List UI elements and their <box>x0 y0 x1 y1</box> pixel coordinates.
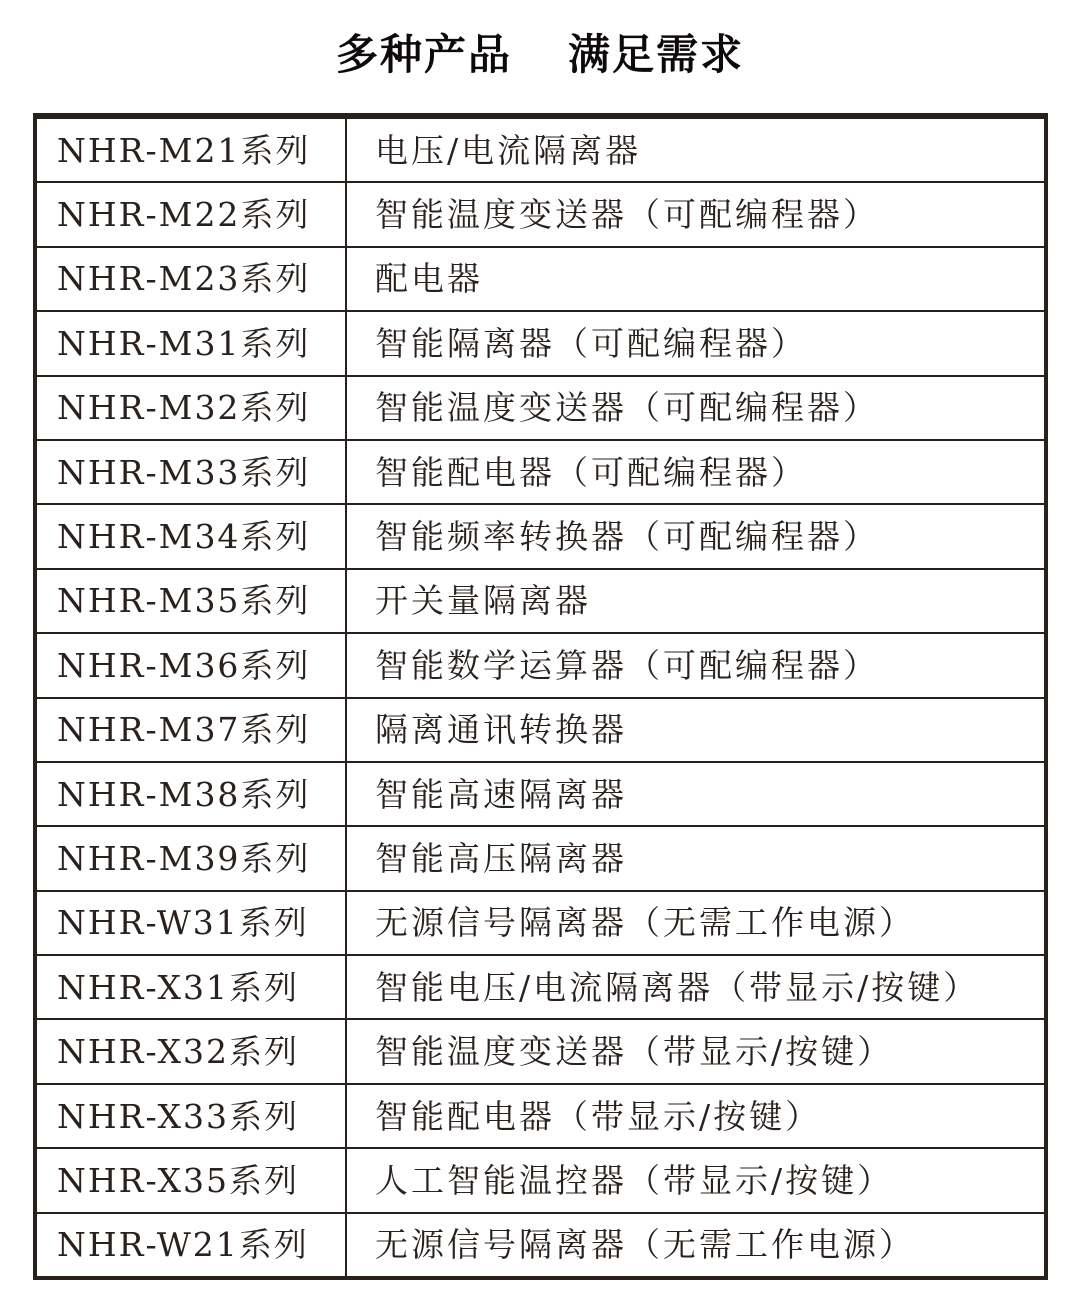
table-row <box>37 761 1044 825</box>
series-model-cell: NHR-W31系列 <box>37 892 347 954</box>
series-description-cell: 无源信号隔离器（无需工作电源） <box>375 1225 915 1265</box>
series-model-cell: NHR-M37系列 <box>37 699 347 761</box>
series-model-cell: NHR-M32系列 <box>37 377 347 439</box>
table-row <box>37 1212 1044 1276</box>
series-description-cell: 智能电压/电流隔离器（带显示/按键） <box>375 967 980 1007</box>
series-description-cell: 无源信号隔离器（无需工作电源） <box>375 903 915 943</box>
page-title-part2: 满足需求 <box>568 30 745 79</box>
table-row <box>37 697 1044 761</box>
series-description-cell: 智能温度变送器（可配编程器） <box>375 195 879 235</box>
series-description-cell: 智能频率转换器（可配编程器） <box>375 517 879 557</box>
series-description-cell: 智能高速隔离器 <box>375 774 627 814</box>
series-model-cell: NHR-X35系列 <box>37 1149 347 1211</box>
series-description-cell: 智能高压隔离器 <box>375 838 627 878</box>
series-description-cell: 智能温度变送器（带显示/按键） <box>375 1032 894 1072</box>
table-row <box>37 890 1044 954</box>
series-model-cell: NHR-X33系列 <box>37 1085 347 1147</box>
table-row <box>37 181 1044 245</box>
table-row <box>37 375 1044 439</box>
series-description-cell: 配电器 <box>375 259 483 299</box>
table-row <box>37 825 1044 889</box>
table-row <box>37 310 1044 374</box>
series-model-cell: NHR-M33系列 <box>37 441 347 503</box>
series-model-cell: NHR-M34系列 <box>37 505 347 567</box>
series-description-cell: 智能数学运算器（可配编程器） <box>375 645 879 685</box>
table-row <box>37 954 1044 1018</box>
series-description-cell: 智能隔离器（可配编程器） <box>375 323 807 363</box>
table-row <box>37 632 1044 696</box>
series-model-cell: NHR-M35系列 <box>37 570 347 632</box>
series-description-cell: 开关量隔离器 <box>375 581 591 621</box>
table-row <box>37 439 1044 503</box>
series-model-cell: NHR-M22系列 <box>37 183 347 245</box>
series-model-cell: NHR-M21系列 <box>37 119 347 181</box>
page-title-part1: 多种产品 <box>335 30 512 79</box>
series-model-cell: NHR-M31系列 <box>37 312 347 374</box>
table-row <box>37 568 1044 632</box>
series-model-cell: NHR-M38系列 <box>37 763 347 825</box>
series-model-cell: NHR-M23系列 <box>37 248 347 310</box>
series-model-cell: NHR-M36系列 <box>37 634 347 696</box>
series-description-cell: 智能配电器（带显示/按键） <box>375 1096 822 1136</box>
table-row <box>37 1083 1044 1147</box>
table-row <box>37 1147 1044 1211</box>
series-description-cell: 智能温度变送器（可配编程器） <box>375 388 879 428</box>
product-series-table <box>33 113 1048 1280</box>
series-model-cell: NHR-X31系列 <box>37 956 347 1018</box>
table-row <box>37 503 1044 567</box>
page-title <box>0 30 1080 80</box>
series-description-cell: 人工智能温控器（带显示/按键） <box>375 1160 894 1200</box>
series-description-cell: 智能配电器（可配编程器） <box>375 452 807 492</box>
table-row <box>37 117 1044 181</box>
series-model-cell: NHR-M39系列 <box>37 827 347 889</box>
table-row <box>37 1018 1044 1082</box>
series-description-cell: 电压/电流隔离器 <box>375 130 642 170</box>
series-model-cell: NHR-X32系列 <box>37 1020 347 1082</box>
series-description-cell: 隔离通讯转换器 <box>375 710 627 750</box>
table-row <box>37 246 1044 310</box>
series-model-cell: NHR-W21系列 <box>37 1214 347 1276</box>
